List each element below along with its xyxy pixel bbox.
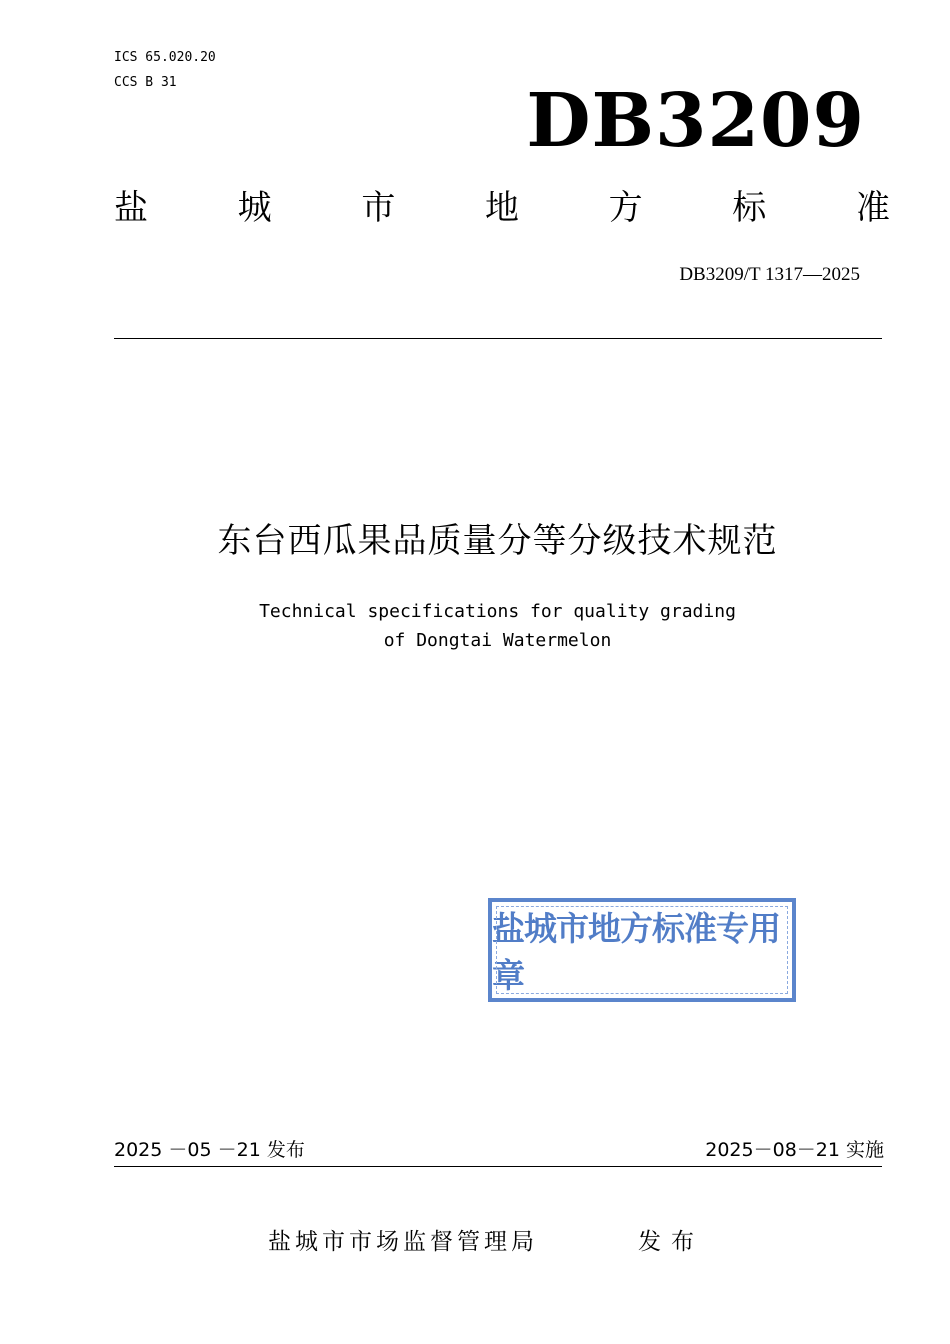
seal-text: 盐城市地方标准专用章 (492, 909, 780, 995)
standard-type-char: 地 (484, 188, 519, 228)
standard-type-char: 准 (855, 188, 890, 228)
standard-type-char: 城 (237, 188, 272, 228)
official-seal-stamp (488, 898, 796, 1002)
standard-type-heading (114, 185, 890, 231)
issuing-authority: 盐城市市场监督管理局 (268, 1229, 538, 1255)
standard-type-char: 方 (608, 188, 643, 228)
document-title-en-line1: Technical specifications for quality grading (259, 601, 736, 622)
standard-type-char: 标 (732, 188, 767, 228)
standard-type-char: 市 (361, 188, 396, 228)
issue-label: 发布 (638, 1229, 704, 1255)
ccs-code: CCS B 31 (114, 75, 177, 90)
implement-date: 2025－08－21 实施 (705, 1139, 884, 1161)
document-title-zh: 东台西瓜果品质量分等分级技术规范 (217, 521, 778, 561)
db-code-heading: DB3209 (526, 78, 865, 164)
ics-code: ICS 65.020.20 (114, 50, 216, 65)
top-divider (114, 338, 882, 339)
bottom-divider (114, 1166, 882, 1167)
document-title-en-line2: of Dongtai Watermelon (383, 630, 612, 651)
standard-type-char: 盐 (114, 188, 148, 228)
publish-date: 2025 －05 －21 发布 (114, 1139, 305, 1161)
standard-number: DB3209/T 1317—2025 (679, 264, 860, 285)
